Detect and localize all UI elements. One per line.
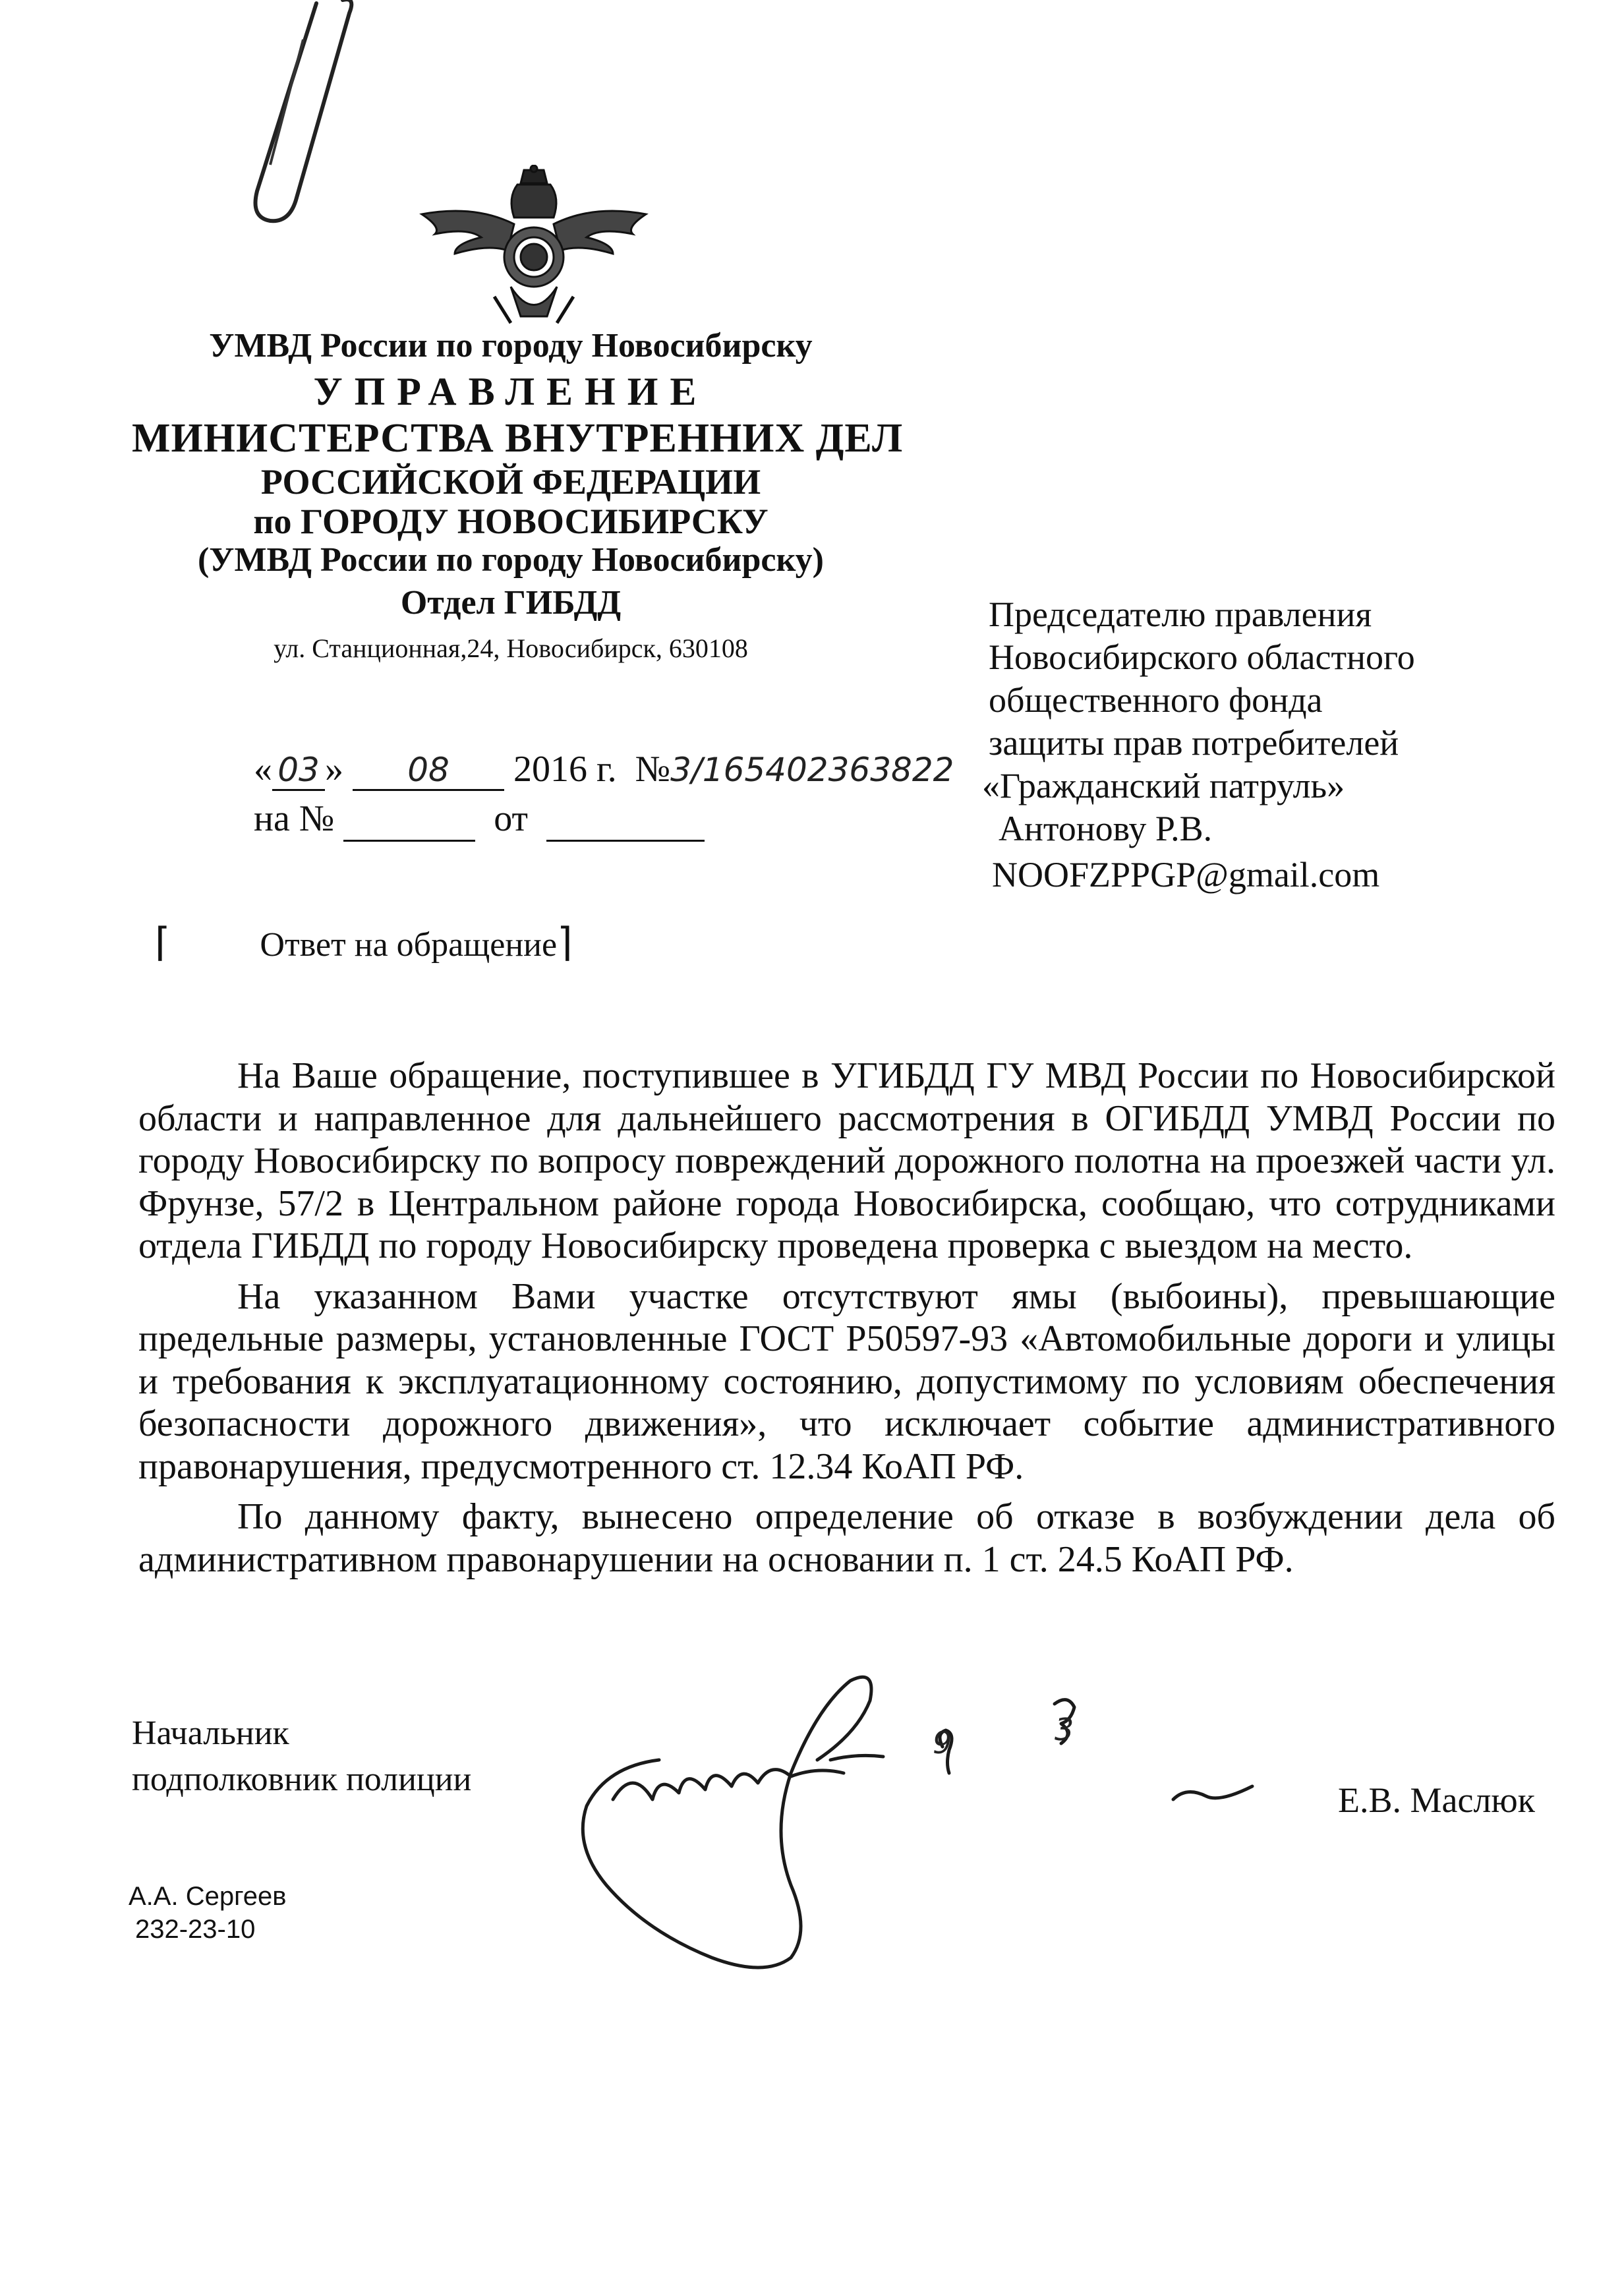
letter-number: 3/165402363822 xyxy=(670,751,954,789)
addressee-line-5: «Гражданский патруль» xyxy=(982,766,1345,805)
paperclip-image xyxy=(218,0,369,237)
reference-label: на № xyxy=(254,798,335,839)
date-close-quote: » xyxy=(325,749,343,790)
subject-bracket-close: ⌉ xyxy=(557,920,573,966)
reference-from-label: от xyxy=(494,798,528,839)
letter-body xyxy=(138,1055,1555,1581)
body-paragraph-2: На указанном Вами участке отсутствуют ямы (выбоины), превышающие предельные размеры, установленные ГОСТ Р50597-93 «Автомобильные дороги и улицы и требования к эксплуатационному состоянию, допустимому по условиям обеспечения безопасности дорожного движения», что исключает событие административного правонарушения, предусмотренного ст. 12.34 КоАП РФ. xyxy=(138,1275,1555,1487)
handwritten-signature xyxy=(554,1668,1318,1984)
addressee-line-3: общественного фонда xyxy=(989,680,1323,720)
body-paragraph-3: По данному факту, вынесено определение об отказе в возбуждении дела об административном правонарушении на основании п. 1 ст. 24.5 КоАП РФ. xyxy=(138,1496,1555,1580)
date-open-quote: « xyxy=(254,749,272,790)
reference-row xyxy=(254,798,705,842)
signer-rank: подполковник полиции xyxy=(132,1761,472,1798)
signer-position: Начальник xyxy=(132,1714,289,1752)
executor-phone: 232-23-10 xyxy=(135,1915,256,1944)
executor-name: А.А. Сергеев xyxy=(129,1882,287,1911)
addressee-line-2: Новосибирского областного xyxy=(989,637,1415,677)
letter-month: 08 xyxy=(353,751,504,791)
handwritten-mark-2: 3 xyxy=(1055,1712,1074,1747)
header-line-1: УМВД России по городу Новосибирску xyxy=(209,327,813,365)
header-line-2: УПРАВЛЕНИЕ xyxy=(313,370,709,413)
header-line-4: РОССИЙСКОЙ ФЕДЕРАЦИИ xyxy=(260,462,761,502)
handwritten-mark-1: 9 xyxy=(933,1725,952,1761)
header-line-3: МИНИСТЕРСТВА ВНУТРЕННИХ ДЕЛ xyxy=(132,416,904,461)
mvd-emblem-icon xyxy=(395,165,672,343)
header-line-6: (УМВД России по городу Новосибирску) xyxy=(197,541,824,579)
letter-year: 2016 г. xyxy=(513,749,617,790)
header-address: ул. Станционная,24, Новосибирск, 630108 xyxy=(274,633,748,663)
header-line-5: по ГОРОДУ НОВОСИБИРСКУ xyxy=(253,502,768,541)
letter-date-row xyxy=(254,748,954,791)
subject-text: Ответ на обращение xyxy=(260,926,558,964)
addressee-line-1: Председателю правления xyxy=(989,595,1372,634)
letter-number-label: № xyxy=(635,749,671,790)
body-paragraph-1: На Ваше обращение, поступившее в УГИБДД ГУ МВД России по Новосибирской области и направленное для дальнейшего рассмотрения в ОГИБДД УМВД России по городу Новосибирску по вопросу повреждений дорожного полотна на проезжей части ул. Фрунзе, 57/2 в Центральном районе города Новосибирска, сообщаю, что сотрудниками отдела ГИБДД по городу Новосибирску проведена проверка с выездом на место. xyxy=(138,1055,1555,1266)
subject-bracket-open: ⌈ xyxy=(155,920,171,966)
header-line-7: Отдел ГИБДД xyxy=(400,584,622,622)
addressee-line-6: Антонову Р.В. xyxy=(999,809,1213,848)
letter-subject xyxy=(155,920,572,966)
signer-name: Е.В. Маслюк xyxy=(1338,1780,1535,1820)
addressee-email: NOOFZPPGP@gmail.com xyxy=(992,855,1380,894)
addressee-line-4: защиты прав потребителей xyxy=(989,723,1399,763)
letter-day: 03 xyxy=(272,751,325,791)
